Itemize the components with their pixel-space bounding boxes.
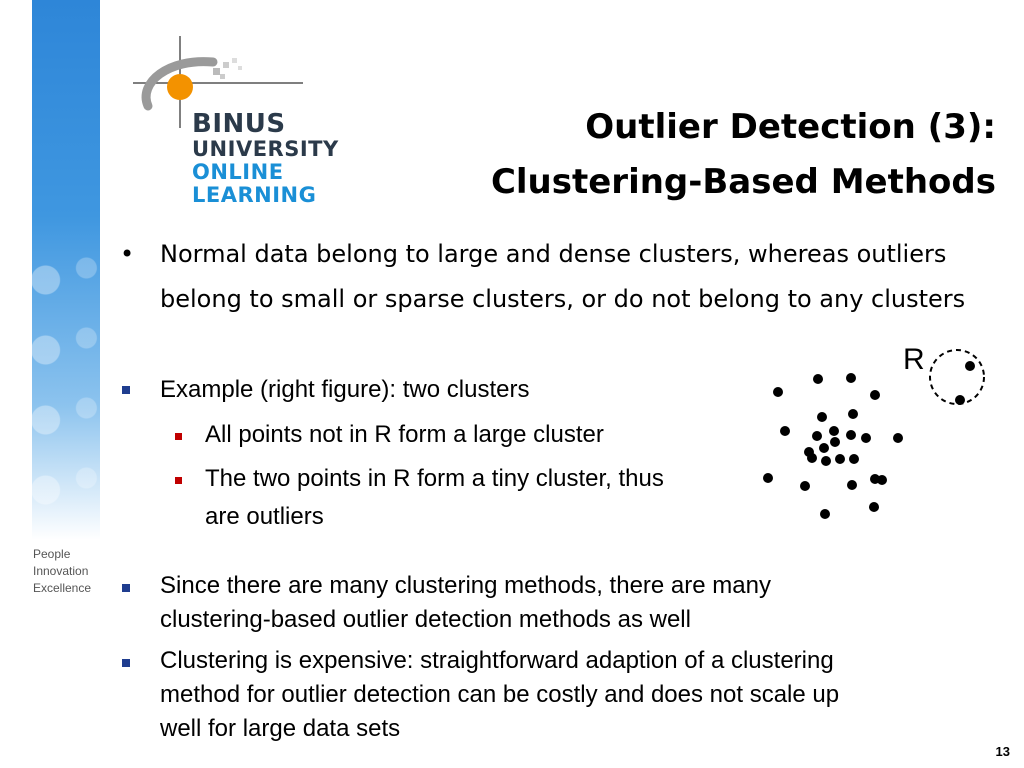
tagline-people: People — [33, 547, 71, 561]
bullet-sub2-text-line1: The two points in R form a tiny cluster, thus — [205, 465, 664, 492]
square-bullet-icon — [122, 584, 130, 592]
bullet-sub2-text-line2: are outliers — [205, 503, 324, 530]
logo-binus: BINUS — [192, 109, 286, 139]
sidebar-pattern — [32, 250, 100, 310]
bullet-4-text-line3: well for large data sets — [160, 715, 401, 742]
page-number: 13 — [995, 744, 1010, 759]
bullet-3-text-line1: Since there are many clustering methods, there are many — [160, 572, 771, 599]
sidebar-pattern — [32, 320, 100, 380]
sidebar-decoration — [32, 0, 100, 540]
tagline-innovation: Innovation — [33, 564, 89, 578]
data-points — [763, 361, 975, 519]
square-bullet-icon — [122, 386, 130, 394]
logo-online: ONLINE — [192, 160, 284, 184]
bullet-4-text-line1: Clustering is expensive: straightforward adaption of a clustering — [160, 647, 834, 674]
outlier-region-circle — [930, 350, 984, 404]
sidebar-pattern — [32, 390, 100, 450]
bullet-main-text: Normal data belong to large and dense clusters, whereas outliers belong to small or sparse clusters, or do not belong to any clusters — [160, 240, 966, 313]
bullet-main — [120, 232, 990, 322]
slide-title — [491, 100, 996, 210]
bullet-example-text: Example (right figure): two clusters — [160, 376, 530, 403]
bullet-sub1-text: All points not in R form a large cluster — [205, 421, 604, 448]
title-line-1: Outlier Detection (3): — [585, 107, 996, 147]
bullet-3-text-line2: clustering-based outlier detection methods as well — [160, 606, 691, 633]
logo-learning: LEARNING — [192, 183, 317, 207]
tagline-excellence: Excellence — [33, 581, 92, 595]
title-line-2: Clustering-Based Methods — [490, 162, 996, 202]
square-bullet-icon — [175, 477, 182, 484]
logo-wordmark — [192, 110, 339, 207]
square-bullet-icon — [175, 433, 182, 440]
square-bullet-icon — [122, 659, 130, 667]
logo-university: UNIVERSITY — [192, 137, 339, 161]
bullet-dot-icon: • — [120, 240, 135, 268]
figure-label-r: R — [903, 343, 925, 376]
sidebar-pattern — [32, 460, 100, 520]
cluster-figure — [755, 335, 995, 525]
sidebar-tagline — [33, 546, 91, 597]
bullet-4-text-line2: method for outlier detection can be costly and does not scale up — [160, 681, 840, 708]
